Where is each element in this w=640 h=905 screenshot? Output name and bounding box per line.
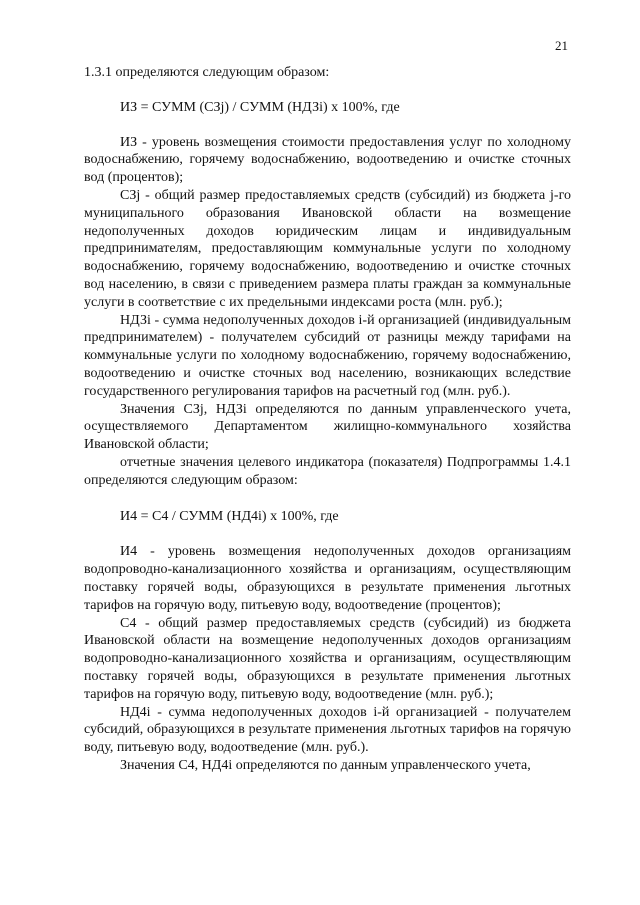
values-source-paragraph-2: Значения С4, НД4i определяются по данным управленческого учета, [120,757,531,773]
definition-nd3i: НДЗi - сумма недополученных доходов i-й организацией (индивидуальным предпринимателем) - получателем субсидий от разницы между тарифами на коммунальные услуги по холодному водоснабжению, горячему водоснабжению, водоотведению и очистке сточных вод населению, возникающих вследствие государственного регулирования тарифов на расчетный год (млн. руб.). [84,312,571,399]
document-body [84,64,571,775]
definition-i3: ИЗ - уровень возмещения стоимости предоставления услуг по холодному водоснабжению, горячему водоснабжению, водоотведению и очистке сточных вод (процентов); [84,134,571,186]
formula-i3: ИЗ = СУММ (СЗj) / СУММ (НДЗi) x 100%, где [120,99,400,115]
definition-s4: С4 - общий размер предоставляемых средств (субсидий) из бюджета Ивановской области на возмещение недополученных доходов организациям водопроводно-канализационного хозяйства и организациям, осуществляющим поставку горячей воды, образующихся в результате применения льготных тарифов на горячую воду, питьевую воду, водоотведение (млн. руб.); [84,615,571,702]
definition-i4: И4 - уровень возмещения недополученных доходов организациям водопроводно-канализационного хозяйства и организациям, осуществляющим поставку горячей воды, образующихся в результате применения льготных тарифов на горячую воду, питьевую воду, водоотведение (процентов); [84,544,571,613]
definition-s3j: СЗj - общий размер предоставляемых средств (субсидий) из бюджета j-го муниципального образования Ивановской области на возмещение недополученных доходов юридическим лицам и индивидуальным предпринимателям, предоставляющим коммунальные услуги по холодному водоснабжению, горячему водоснабжению, водоотведению и очистке сточных вод населению, в связи с приведением размера платы граждан за коммунальные услуги в соответствие с их предельными индексами роста (млн. руб.); [84,187,571,310]
page-number: 21 [555,38,568,53]
formula-i4: И4 = С4 / СУММ (НД4i) x 100%, где [120,508,339,524]
values-source-paragraph: Значения СЗj, НДЗi определяются по данным управленческого учета, осуществляемого Департаментом жилищно-коммунального хозяйства Ивановской области; [84,401,571,453]
definition-nd4i: НД4i - сумма недополученных доходов i-й организацией - получателем субсидий, образующихся в результате применения льготных тарифов на горячую воду, питьевую воду, водоотведение (млн. руб.). [84,704,571,756]
indicator-intro-paragraph: отчетные значения целевого индикатора (показателя) Подпрограммы 1.4.1 определяются следующим образом: [84,454,571,488]
intro-line: 1.3.1 определяются следующим образом: [84,65,330,80]
